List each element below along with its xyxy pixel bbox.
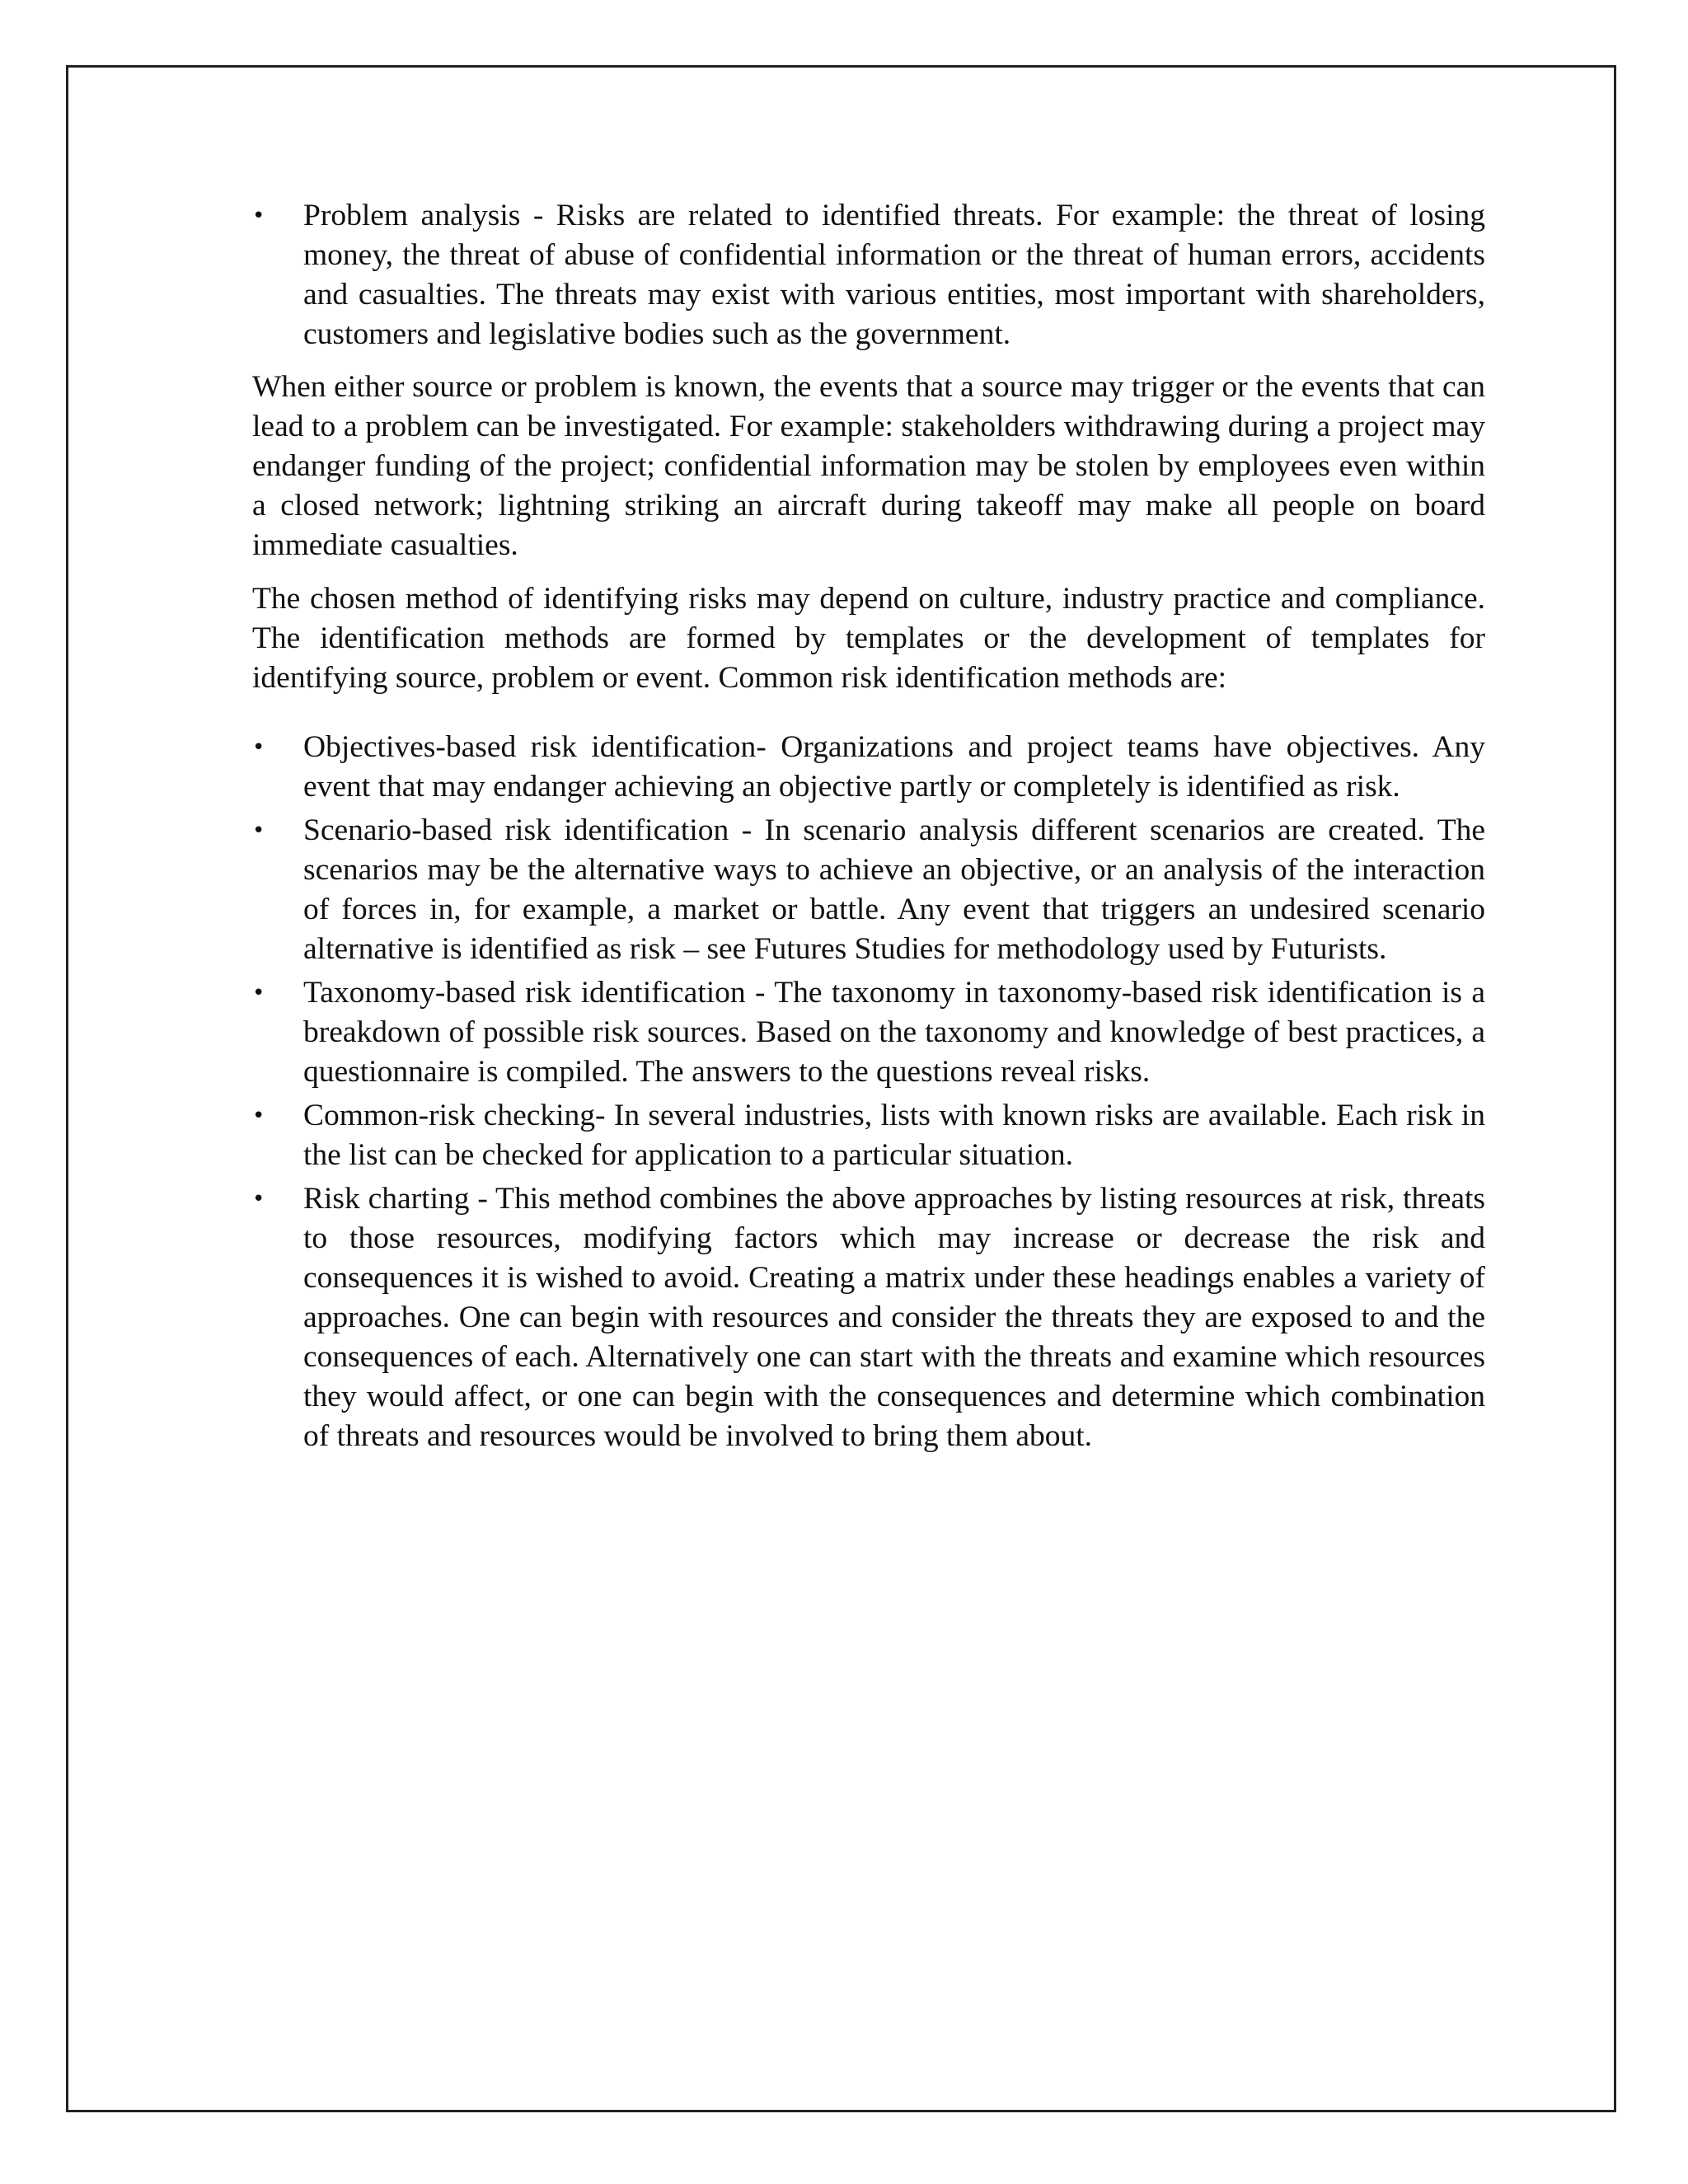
list-item xyxy=(252,728,1485,807)
list-item-text: Scenario-based risk identification - In scenario analysis different scenarios are created. The scenarios may be the alternative ways to achieve an objective, or an analysis of the interaction of forces in, for example, a market or battle. Any event that triggers an undesired scenario alternative is identified as risk – see Futures Studies for methodology used by Futurists. xyxy=(303,813,1485,966)
list-item xyxy=(252,811,1485,969)
bullet-icon: • xyxy=(252,818,265,843)
list-item-text: Objectives-based risk identification- Organizations and project teams have objectives. Any event that may endanger achieving an objective partly or completely is identified as risk. xyxy=(303,730,1485,804)
list-item xyxy=(252,196,1485,354)
list-item-text: Problem analysis - Risks are related to identified threats. For example: the threat of losing money, the threat of abuse of confidential information or the threat of human errors, accidents and casualties. The threats may exist with various entities, most important with shareholders, customers and legislative bodies such as the government. xyxy=(303,199,1485,351)
bullet-icon: • xyxy=(252,1104,265,1128)
paragraph-events: When either source or problem is known, the events that a source may trigger or the events that can lead to a problem can be investigated. For example: stakeholders withdrawing during a project may endanger funding of the project; confidential information may be stolen by employees even within a closed network; lightning striking an aircraft during takeoff may make all people on board immediate casualties. xyxy=(252,370,1485,562)
bullet-icon: • xyxy=(252,1187,265,1212)
list-item xyxy=(252,1096,1485,1175)
bullet-icon: • xyxy=(252,735,265,760)
list-item xyxy=(252,1179,1485,1456)
list-item-text: Risk charting - This method combines the above approaches by listing resources at risk, threats to those resources, modifying factors which may increase or decrease the risk and consequences it is wished to avoid. Creating a matrix under these headings enables a variety of approaches. One can begin with resources and consider the threats they are exposed to and the consequences of each. Alternatively one can start with the threats and examine which resources they would affect, or one can begin with the consequences and determine which combination of threats and resources would be involved to bring them about. xyxy=(303,1182,1485,1453)
bullet-list-identification-methods xyxy=(252,728,1485,1456)
list-item-text: Taxonomy-based risk identification - The taxonomy in taxonomy-based risk identification is a breakdown of possible risk sources. Based on the taxonomy and knowledge of best practices, a questionnaire is compiled. The answers to the questions reveal risks. xyxy=(303,976,1485,1089)
bullet-icon: • xyxy=(252,204,265,228)
list-item xyxy=(252,973,1485,1092)
list-item-text: Common-risk checking- In several industries, lists with known risks are available. Each risk in the list can be checked for application to a particular situation. xyxy=(303,1099,1485,1172)
paragraph-methods-intro: The chosen method of identifying risks may depend on culture, industry practice and compliance. The identification methods are formed by templates or the development of templates for identifying source, problem or event. Common risk identification methods are: xyxy=(252,582,1485,695)
document-body xyxy=(252,196,1485,1460)
bullet-icon: • xyxy=(252,981,265,1005)
bullet-list-problem-analysis xyxy=(252,196,1485,354)
